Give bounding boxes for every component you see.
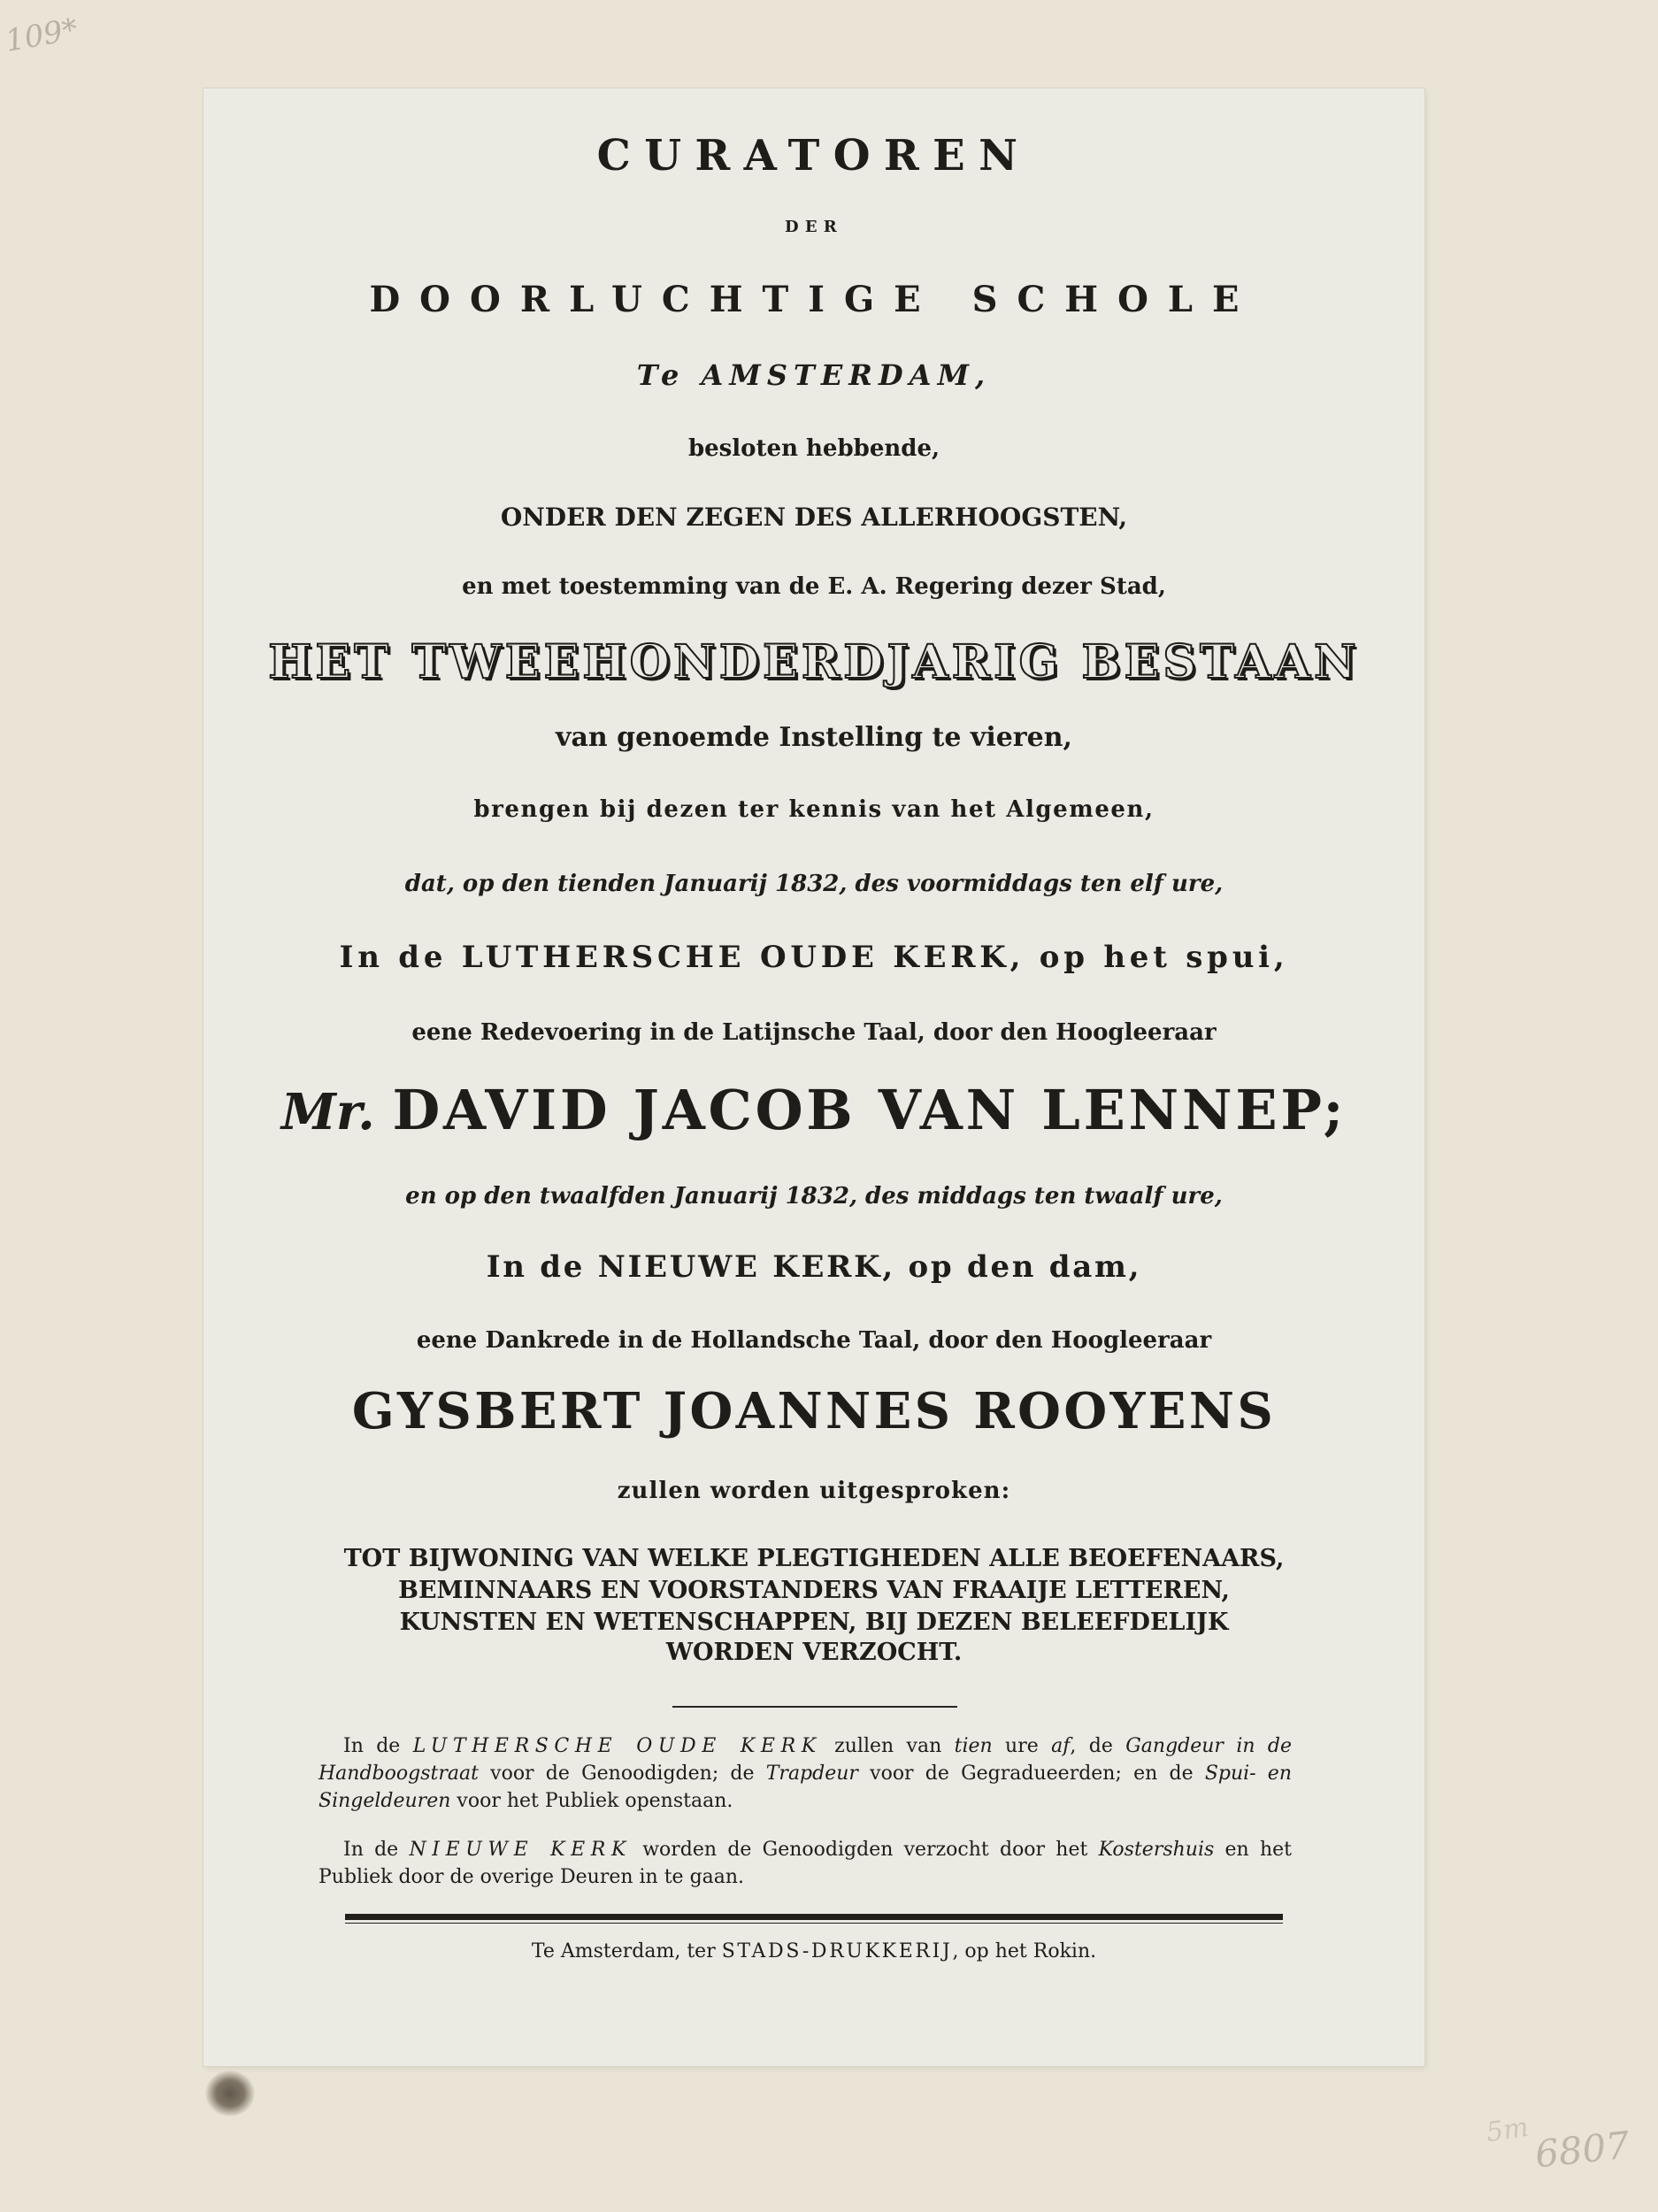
- line-luthersche-kerk: In de LUTHERSCHE OUDE KERK, op het spui,: [339, 940, 1289, 975]
- line-nieuwe-kerk: In de NIEUWE KERK, op den dam,: [486, 1249, 1142, 1285]
- line-redevoering: eene Redevoering in de Latijnsche Taal, door den Hoogleeraar: [411, 1019, 1217, 1046]
- p2-text-a: In de: [343, 1839, 410, 1861]
- imprint-text-a: Te Amsterdam, ter: [531, 1940, 722, 1962]
- poster-sheet: [203, 88, 1424, 2066]
- paper-stain: [205, 2070, 255, 2116]
- name-van-lennep: DAVID JACOB VAN LENNEP;: [392, 1078, 1347, 1142]
- invitation-line-4: WORDEN VERZOCHT.: [665, 1639, 963, 1666]
- p1-text-e: ure: [992, 1735, 1052, 1757]
- notice-luthersche-kerk: [319, 1732, 1292, 1815]
- inventory-mark: 109*: [3, 12, 81, 59]
- p1-text-g: , de: [1070, 1735, 1126, 1757]
- p2-kostershuis: Kostershuis: [1098, 1839, 1215, 1861]
- imprint: [203, 1940, 1424, 1962]
- p1-text-i: voor de Genoodigden; de: [478, 1763, 766, 1785]
- p1-gangdeur: Gangdeur in de Handboogstraat: [319, 1735, 1292, 1785]
- line-dankrede: eene Dankrede in de Hollandsche Taal, door den Hoogleeraar: [416, 1327, 1212, 1354]
- p2-text-e: en het Publiek door de overige Deuren in te gaan.: [319, 1839, 1292, 1888]
- p1-tien: tien: [954, 1735, 993, 1757]
- invitation-line-1: TOT BIJWONING VAN WELKE PLEGTIGHEDEN ALLE BEOEFENAARS,: [343, 1545, 1285, 1572]
- imprint-printer: STADS-DRUKKERIJ: [721, 1940, 953, 1962]
- poster-title: CURATOREN: [596, 131, 1032, 180]
- catalog-number: 6807: [1532, 2123, 1632, 2177]
- imprint-text-c: , op het Rokin.: [952, 1940, 1097, 1962]
- divider-thick: [345, 1914, 1283, 1920]
- line-kennis: brengen bij dezen ter kennis van het Algemeen,: [473, 796, 1155, 823]
- p1-text-c: zullen van: [821, 1735, 955, 1757]
- line-zegen: ONDER DEN ZEGEN DES ALLERHOOGSTEN,: [500, 503, 1128, 532]
- invitation-line-3: KUNSTEN EN WETENSCHAPPEN, BIJ DEZEN BELEEFDELIJK: [399, 1609, 1229, 1636]
- p1-text-m: voor het Publiek openstaan.: [450, 1790, 733, 1812]
- line-besloten: besloten hebbende,: [687, 435, 940, 462]
- line-date-2: en op den twaalfden Januarij 1832, des middags ten twaalf ure,: [405, 1183, 1223, 1210]
- city-line: Te AMSTERDAM,: [636, 358, 992, 392]
- p1-church: LUTHERSCHE OUDE KERK: [412, 1735, 822, 1757]
- invitation-line-2: BEMINNAARS EN VOORSTANDERS VAN FRAAIJE LETTEREN,: [398, 1577, 1230, 1604]
- title-mr: Mr.: [280, 1083, 375, 1141]
- p1-text-a: In de: [343, 1735, 413, 1757]
- faint-pencil-mark: 5m: [1484, 2111, 1531, 2149]
- p1-trapdeur: Trapdeur: [765, 1763, 858, 1785]
- p1-text-k: voor de Gegradueerden; en de: [857, 1763, 1205, 1785]
- p2-church: NIEUWE KERK: [409, 1839, 632, 1861]
- notice-nieuwe-kerk: [319, 1836, 1292, 1891]
- p1-af: af: [1051, 1735, 1071, 1757]
- line-date-1: dat, op den tienden Januarij 1832, des voormiddags ten elf ure,: [404, 871, 1224, 897]
- p2-text-c: worden de Genoodigden verzocht door het: [631, 1839, 1099, 1861]
- p1-spui-deuren: Spui- en Singeldeuren: [319, 1763, 1292, 1812]
- line-instelling: van genoemde Instelling te vieren,: [556, 722, 1072, 753]
- line-van-lennep: [203, 1078, 1424, 1142]
- divider-thin: [672, 1706, 957, 1708]
- school-name: DOORLUCHTIGE SCHOLE: [369, 279, 1259, 320]
- line-uitgesproken: zullen worden uitgesproken:: [617, 1478, 1011, 1504]
- der-line: DER: [785, 218, 843, 236]
- name-rooyens: GYSBERT JOANNES ROOYENS: [351, 1382, 1277, 1440]
- line-toestemming: en met toestemming van de E. A. Regering dezer Stad,: [462, 573, 1166, 600]
- line-bestaan: HET TWEEHONDERDJARIG BESTAAN: [268, 635, 1360, 689]
